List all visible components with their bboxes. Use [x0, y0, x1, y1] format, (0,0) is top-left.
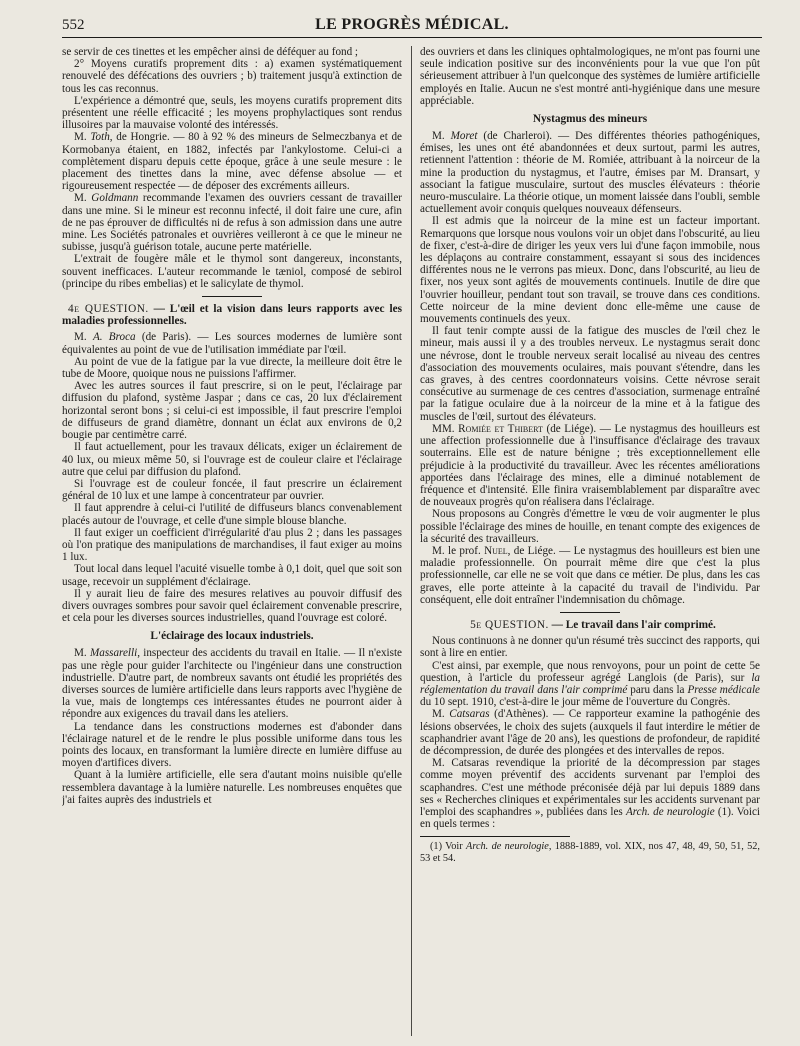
- author-names: MM. Romiée et Thibert: [432, 422, 543, 435]
- section-separator: [560, 612, 620, 613]
- italic-title: Arch. de neurologie: [625, 805, 715, 818]
- page-header: [62, 12, 762, 38]
- section-heading: L'éclairage des locaux industriels.: [150, 630, 314, 643]
- question-title: — Le travail dans l'air comprimé.: [548, 618, 716, 631]
- paragraph-text: recommande l'examen des ouvriers cessant de travailler dans une mine. Si le mineur est reconnu infecté, il doit faire une cure, afin de ne pas éprouver de difficultés ni de refus à son admission dans une autre mine. Les Sociétés patronales et ouvrières veilleront à ce que le mineur ne subisse, jusqu'à guérison totale, aucune perte matérielle.: [62, 192, 402, 254]
- paragraph: M. A. Broca (de Paris). — Les sources modernes de lumière sont équivalentes au point de vue de l'utilisation immédiate par l'œil.: [62, 331, 402, 356]
- paragraph: Il faut exiger un coefficient d'irrégularité d'au plus 2 ; dans les passages où l'on pratique des manipulations de marchandises, il faut exiger au moins 1 lux.: [62, 526, 402, 564]
- paragraph: L'expérience a démontré que, seuls, les moyens curatifs proprement dits présentent une réelle efficacité ; les moyens prophylactiques sont rendus illusoires par la mauvaise volonté des intéressés.: [62, 94, 402, 132]
- paragraph: Nous continuons à ne donner qu'un résumé très succinct des rapports, qui sont à lire en entier.: [420, 635, 760, 660]
- paragraph: [420, 660, 760, 709]
- question-title: — L'œil et la vision dans leurs rapports avec les maladies professionnelles.: [62, 303, 402, 328]
- paragraph-text: M. Catsaras revendique la priorité de la décompression par stages comme moyen préventif des accidents survenant par l'emploi des scaphandres. C'est une méthode préconisée déjà par lui depuis 1889 dans ses « Recherches cliniques et expérimentales sur les accidents survenant par l'emploi des scaphandres », publiées dans les: [420, 757, 760, 818]
- paragraph: M. Massarelli, inspecteur des accidents du travail en Italie. — Il n'existe pas une règle pour guider l'architecte ou l'ingénieur dans une construction industrielle. D'autre part, de nombreux savants ont étudié les propriétés des diverses sources de lumière artificielle dans leurs rapports avec l'hygiène de la vue, mais de longtemps ces intéressantes études ne pourront aider à répondre aux exigences du travail dans les ateliers.: [62, 647, 402, 721]
- paragraph: [420, 545, 760, 606]
- paragraph-text: , inspecteur des accidents du travail en Italie. — Il n'existe pas une règle pour guider l'architecte ou l'ingénieur dans une construction industrielle. D'autre part, de nombreux savants ont étudié les propriétés des diverses sources de lumière artificielle dans leurs rapports avec l'hygiène de la vue, mais de longtemps ces intéressantes études ne pourront aider à répondre aux exigences du travail dans les ateliers.: [62, 647, 402, 721]
- paragraph-text: (de Charleroi). — Des différentes théories pathogéniques, émises, les unes ont été abandonnées et deux surtout, parmi les autres, retiennent l'attention : théorie de M. Romiée, attribuant à la noirceur de la mine la production du nystagmus, et l'autre, émises par M. Dransart, y associant la fatigue musculaire, surtout des muscles élévateurs : théorie neuro-musculaire. La théorie otique, un moment laissée dans l'oubli, semble actuellement avoir conquis quelques nouveaux défenseurs.: [420, 130, 760, 216]
- footnote-text: (1) Voir: [430, 841, 467, 853]
- paragraph: se servir de ces tinettes et les empêcher ainsi de déféquer au fond ;: [62, 46, 359, 58]
- paragraph: L'extrait de fougère mâle et le thymol sont dangereux, inconstants, souvent inefficaces. L'auteur recommande le tæniol, composé de sebirol (principe du ribes embelias) et le salicylate de thymol.: [62, 253, 402, 290]
- paragraph-text: , de Hongrie. — 80 à 92 % des mineurs de Selmeczbanya et de Kormobanya étaient, en 1882, infectés par l'ankylostome. Celui-ci a complètement disparu depuis cette époque, grâce à une seule mesure : le placement des tinettes dans la mine, avec défense absolue — et rigoureusement respectée — de déposer des excréments ailleurs.: [62, 131, 402, 193]
- left-column: [62, 46, 402, 1036]
- paragraph-text: C'est ainsi, par exemple, que nous renvoyons, pour un point de cette 5e question, à l'article du professeur agrégé Langlois (de Paris), sur: [420, 659, 760, 684]
- paragraph: Il faut actuellement, pour les travaux délicats, exiger un éclairement de 40 lux, ou mieux même 50, si l'ouvrage est de couleur claire et l'éclairage autre que celui par diffusion du plafond.: [62, 441, 402, 478]
- paragraph: [420, 757, 760, 830]
- author-name: Nuel: [484, 544, 508, 557]
- paragraph: La tendance dans les constructions modernes est d'abonder dans l'éclairage naturel et de le rendre le plus possible uniforme dans tous les points des locaux, en transformant la lumière directe en lumière diffuse au moyen d'artifices divers.: [62, 720, 402, 770]
- paragraph: Il faut tenir compte aussi de la fatigue des muscles de l'œil chez le mineur, mais aussi il y a des troubles nerveux. Le nystagmus serait donc une névrose, dont le trouble nerveux serait localisé au niveau des centres d'association des mouvements oculaires, mais pouvant s'étendre, dans les cas graves, à des centres coordonnateurs voisins. Cette névrose serait consécutive au surmenage de ces centres d'association, surmenage entraîné par la fatigue oculaire due à la noirceur de la mine et à la fatigue des muscles de l'œil, surtout des élévateurs.: [420, 325, 760, 423]
- paragraph: Il faut apprendre à celui-ci l'utilité de diffuseurs blancs convenablement placés autour de l'ouvrage, et celle d'une simple blouse blanche.: [62, 502, 402, 527]
- page-number: 552: [62, 17, 85, 33]
- paragraph: Il est admis que la noirceur de la mine est un facteur important. Remarquons que lorsque nous voulons voir un objet dans l'obscurité, au lieu de fixer, c'est-à-dire de diriger les yeux vers lui d'une façon immobile, nous les déplaçons au contraire constamment, essayant si sous des incidences différentes nous ne le verrons pas mieux. Donc, dans l'obscurité, au lieu de fixer, nos yeux sont agités de mouvements continuels. Inutile de dire que l'ouvrier houilleur, pendant tout son travail, se trouve dans ces conditions. Cette noirceur de la mine devient donc elle-même une cause de mouvements continuels des yeux.: [420, 215, 760, 326]
- paragraph-text: , de Liége. — Le nystagmus des houilleurs est bien une maladie professionnelle. On pourrait même dire que c'est la plus professionnelle, car elle ne se voit que dans ce métier. De plus, dans les cas graves, elle porte atteinte à la capacité du travail de l'individu. Par conséquent, elle doit entraîner l'indemnisation du chômage.: [420, 544, 760, 606]
- section-heading: Nystagmus des mineurs: [532, 113, 648, 126]
- paragraph: [62, 131, 402, 192]
- paragraph: [420, 423, 760, 508]
- footnote-text: , 1888-1889, vol. XIX, nos 47, 48, 49, 50, 51, 52, 53 et 54.: [420, 841, 760, 865]
- footnote: [420, 841, 760, 865]
- paragraph: Tout local dans lequel l'acuité visuelle tombe à 0,1 doit, quel que soit son usage, recevoir un supplément d'éclairage.: [62, 563, 402, 588]
- paragraph: Il y aurait lieu de faire des mesures relatives au pouvoir diffusif des divers ouvrages sombres pour savoir quel éclairement convenable prescrire, et cela pour les diverses sources industrielles, quand l'ouvrage est coloré.: [62, 587, 402, 625]
- paragraph-text: (de Liége). — Le nystagmus des houilleurs est une affection professionnelle due à l'insuffisance d'éclairage des travaux souterrains. Elle est de nature bénigne ; très exceptionnellement elle préjudicie à la productivité du travailleur. Avec les récentes améliorations apportées dans l'éclairage des mines, elle a diminué notablement de fréquence et d'intensité. Elle finira vraisemblablement par disparaître avec de nouveaux progrès qu'on réalisera dans l'éclairage.: [420, 422, 760, 509]
- author-name: Goldmann: [91, 192, 139, 205]
- paragraph-text: (d'Athènes). — Ce rapporteur examine la pathogénie des lésions observées, le choix des sujets (auxquels il faut interdire le métier de scaphandrier avant l'âge de 20 ans), les questions de profondeur, de rapidité de décompression, de durée des plongées et des intervalles de repos.: [420, 708, 760, 757]
- prefix: M.: [74, 131, 91, 144]
- journal-title: LE PROGRÈS MÉDICAL.: [315, 16, 509, 33]
- question-label: 5e QUESTION.: [470, 618, 549, 631]
- question-heading: [420, 619, 760, 631]
- italic-title: la réglementation du travail dans l'air comprimé: [420, 671, 760, 696]
- paragraph: Nous proposons au Congrès d'émettre le vœu de voir augmenter le plus possible l'éclairage des mines de houille, en tenant compte des exigences de la sécurité des travailleurs.: [420, 508, 760, 545]
- paragraph-text: du 10 sept. 1910, c'est-à-dire le jour même de l'ouverture du Congrès.: [420, 696, 731, 709]
- italic-title: Presse médicale: [687, 683, 760, 696]
- prefix: M. le prof.: [432, 544, 485, 557]
- right-column: [420, 46, 760, 1036]
- paragraph: des ouvriers et dans les cliniques ophtalmologiques, ne m'ont pas fourni une seule indication positive sur des inconvénients pour la vue que l'on pût sérieusement attribuer à l'un quelconque des systèmes de lumière artificielle employés en Italie. Aucun ne s'est montré anti-hygiénique dans une mesure appréciable.: [420, 46, 760, 107]
- author-name: Massarelli: [89, 647, 138, 660]
- paragraph-text: paru dans la: [627, 683, 688, 696]
- paragraph: M. Moret (de Charleroi). — Des différentes théories pathogéniques, émises, les unes ont été abandonnées et deux surtout, parmi les autres, retiennent l'attention : théorie de M. Romiée, attribuant à la noirceur de la mine la production du nystagmus, et l'autre, émises par M. Dransart, y associant la fatigue musculaire, surtout des muscles élévateurs : théorie neuro-musculaire. La théorie otique, un moment laissée dans l'oubli, semble actuellement avoir conquis quelques nouveaux défenseurs.: [420, 130, 760, 216]
- paragraph: Au point de vue de la fatigue par la vue directe, la meilleure doit être le tube de Moore, quoique nous ne puissions l'affirmer.: [62, 355, 402, 381]
- question-heading: [62, 303, 402, 327]
- author-name: Catsaras: [449, 708, 490, 721]
- author-name: A. Broca: [92, 331, 136, 344]
- question-label: 4e QUESTION.: [68, 303, 149, 316]
- paragraph: M. Goldmann recommande l'examen des ouvriers cessant de travailler dans une mine. Si le mineur est reconnu infecté, il doit faire une cure, afin de ne pas éprouver de difficultés ni de refus à son admission dans une autre mine. Les Sociétés patronales et ouvrières veilleront à ce que le mineur ne subisse, jusqu'à guérison totale, aucune perte matérielle.: [62, 192, 402, 254]
- author-name: Toth: [90, 131, 110, 144]
- italic-title: Arch. de neurologie: [466, 841, 549, 853]
- paragraph: Quant à la lumière artificielle, elle sera d'autant moins nuisible qu'elle ressemblera davantage à la lumière naturelle. Les nombreuses enquêtes que j'ai faites auprès des industriels et: [62, 769, 402, 806]
- column-divider: [411, 46, 412, 1036]
- paragraph-text: (de Paris). — Les sources modernes de lumière sont équivalentes au point de vue de l'utilisation immédiate par l'œil.: [62, 331, 402, 356]
- author-name: Moret: [450, 130, 478, 143]
- paragraph: Si l'ouvrage est de couleur foncée, il faut prescrire un éclairement général de 10 lux et une lampe à concentrateur par ouvrier.: [62, 477, 402, 503]
- paragraph: 2° Moyens curatifs proprement dits : a) examen systématiquement renouvelé des défécations des ouvriers ; b) traitement jusqu'à extinction de tous les cas reconnus.: [62, 58, 402, 95]
- paragraph: M. Catsaras (d'Athènes). — Ce rapporteur examine la pathogénie des lésions observées, le choix des sujets (auxquels il faut interdire le métier de scaphandrier avant l'âge de 20 ans), les questions de profondeur, de rapidité de décompression, de durée des plongées et des intervalles de repos.: [420, 708, 760, 757]
- section-separator: [202, 296, 262, 297]
- paragraph: Avec les autres sources il faut prescrire, si on le peut, l'éclairage par diffusion du plafond, système Jaspar ; dans ce cas, 20 lux d'éclairement horizontal seront bons ; si celui-ci est impossible, il faut prescrire l'emploi de diffuseurs de grand diamètre, donnant un éclat aux environs de 0,2 bougie par centimètre carré.: [62, 380, 402, 442]
- footnote-separator: [420, 836, 570, 837]
- paragraph-text: (1). Voici en quels termes :: [420, 805, 760, 831]
